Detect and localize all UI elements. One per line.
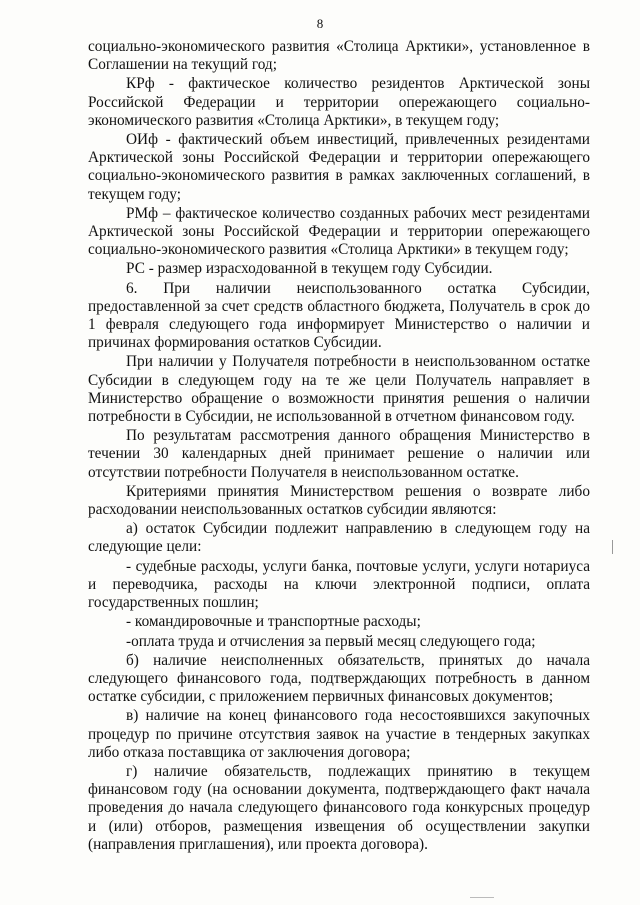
paragraph-2: КРф - фактическое количество резидентов Арктической зоны Российской Федерации и территории опережающего социально-экономического развития «Столица Арктики», в текущем году; (88, 75, 590, 129)
paragraph-4: РМф – фактическое количество созданных рабочих мест резидентами Арктической зоны Российской Федерации и территории опережающего социально-экономического развития «Столица Арктики» в текущем году; (88, 204, 590, 259)
paragraph-15: в) наличие на конец финансового года несостоявшихся закупочных процедур по причине отсутствия заявок на участие в тендерных закупках либо отказа поставщика от заключения договора; (88, 707, 590, 761)
page-number: 8 (316, 16, 324, 31)
paragraph-11: - судебные расходы, услуги банка, почтовые услуги, услуги нотариуса и переводчика, расходы на ключи электронной подписи, оплата государственных пошлин; (88, 557, 590, 612)
paragraph-1: социально-экономического развития «Столица Арктики», установленное в Соглашении на текущий год; (88, 38, 590, 74)
paragraph-7: При наличии у Получателя потребности в неиспользованном остатке Субсидии в следующем году на те же цели Получатель направляет в Министерство обращение о возможности принятия решения о наличии потребности в Субсидии, не использованной в отчетном финансовом году. (88, 353, 590, 426)
paragraph-6: 6. При наличии неиспользованного остатка Субсидии, предоставленной за счет средств областного бюджета, Получатель в срок до 1 февраля следующего года информирует Министерство о наличии и причинах формирования остатков Субсидии. (88, 279, 590, 352)
paragraph-14: б) наличие неисполненных обязательств, принятых до начала следующего финансового года, подтверждающих потребность в данном остатке субсидии, с приложением первичных финансовых документов; (88, 651, 590, 706)
paragraph-16: г) наличие обязательств, подлежащих принятию в текущем финансовом году (на основании документа, подтверждающего факт начала проведения до начала следующего финансового года конкурсных процедур и (или) отборов, размещения извещения об осуществлении закупки (направления приглашения), или проекта договора). (88, 762, 590, 853)
paragraph-5: РС - размер израсходованной в текущем году Субсидии. (126, 260, 493, 278)
document-body (88, 38, 590, 855)
paragraph-12: - командировочные и транспортные расходы; (126, 613, 421, 631)
paragraph-9: Критериями принятия Министерством решения о возврате либо расходовании неиспользованных остатков субсидии являются: (88, 482, 590, 519)
paragraph-13: -оплата труда и отчисления за первый месяц следующего года; (126, 632, 536, 650)
scan-edge-mark (612, 540, 613, 554)
scan-bottom-mark (470, 897, 494, 898)
paragraph-10: а) остаток Субсидии подлежит направлению в следующем году на следующие цели: (88, 520, 590, 556)
paragraph-8: По результатам рассмотрения данного обращения Министерство в течении 30 календарных дней принимает решение о наличии или отсутствии потребности Получателя в неиспользованном остатке. (88, 427, 590, 481)
paragraph-3: ОИф - фактический объем инвестиций, привлеченных резидентами Арктической зоны Российской Федерации и территории опережающего социально-экономического развития в рамках заключенных соглашений, в текущем году; (88, 131, 590, 203)
